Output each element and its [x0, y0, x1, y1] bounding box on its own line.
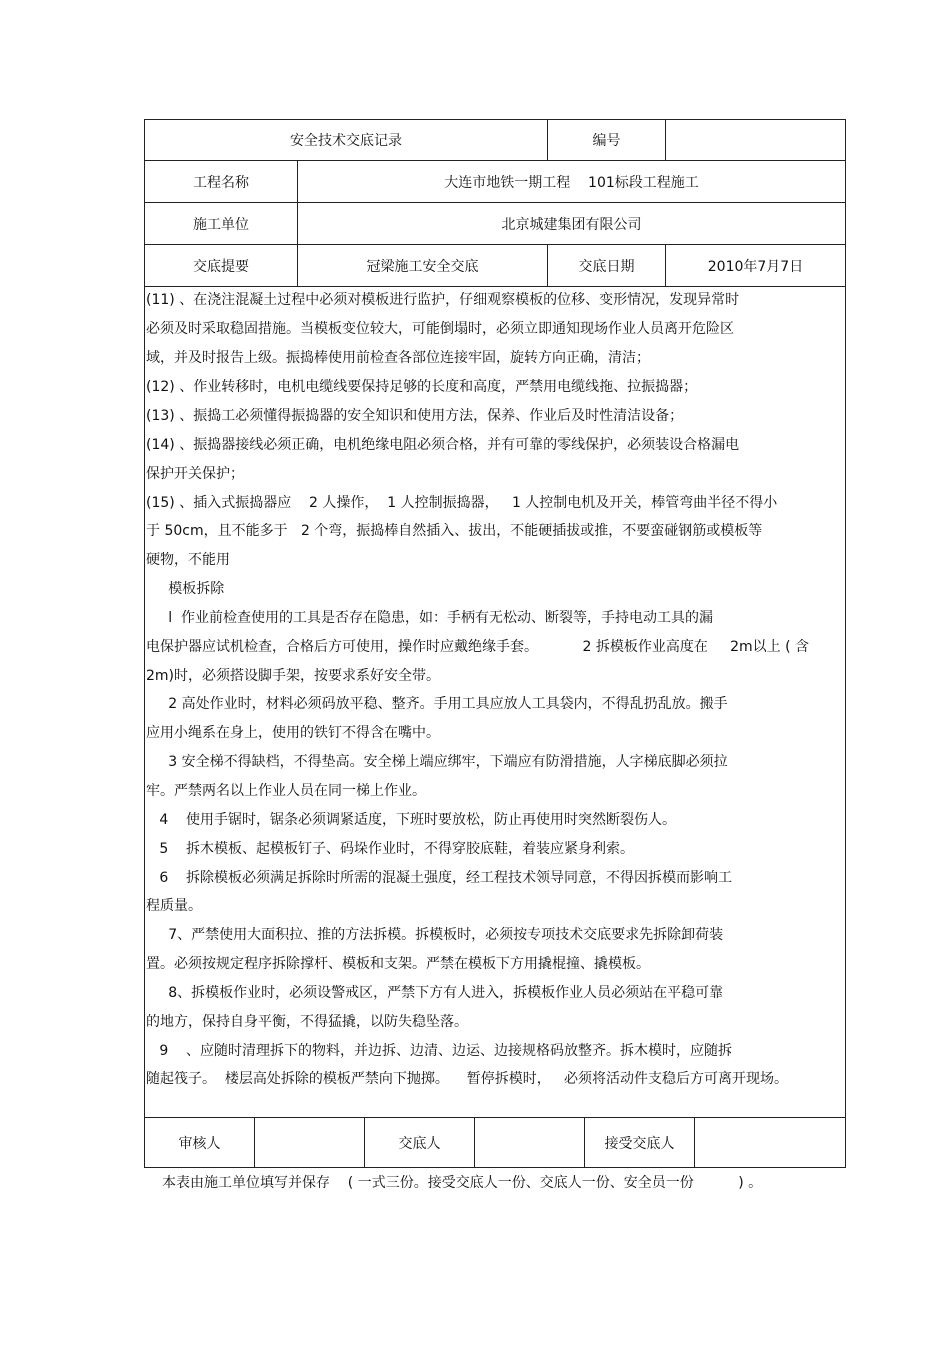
summary-value-cell: [297, 244, 548, 287]
content-line: 应用小绳系在身上，使用的铁钉不得含在嘴中。: [146, 725, 440, 741]
content-line: (13) 、振捣工必须懂得振捣器的安全知识和使用方法，保养、作业后及时性清洁设备；: [146, 408, 684, 424]
content-line: 5 拆木模板、起模板钉子、码垛作业时，不得穿胶底鞋，着装应紧身利索。: [146, 841, 635, 857]
content-line: 置。必须按规定程序拆除撑杆、模板和支架。严禁在模板下方用撬棍撞、撬模板。: [146, 956, 650, 972]
unit-label: 施工单位: [193, 216, 249, 233]
content-line: 9 、应随时清理拆下的物料，并边拆、边清、边运、边接规格码放整齐。拆木模时，应随拆: [146, 1043, 733, 1059]
section-heading: 模板拆除: [146, 581, 225, 597]
reviewer-label: 审核人: [178, 1135, 221, 1152]
discloser-value-cell: [474, 1117, 585, 1168]
date-value: 2010年7月7日: [707, 258, 804, 275]
content-line: 程质量。: [146, 898, 202, 914]
content-line: (12) 、作业转移时，电机电缆线要保持足够的长度和高度，严禁用电缆线拖、拉振捣器；: [146, 379, 698, 395]
content-line: 域，并及时报告上级。振捣棒使用前检查各部位连接牢固，旋转方向正确，清洁；: [146, 350, 650, 366]
project-value-cell: [297, 160, 846, 203]
content-line: 硬物，不能用: [146, 552, 230, 568]
title-cell: [144, 119, 548, 161]
content-line: 6 拆除模板必须满足拆除时所需的混凝土强度，经工程技术领导同意，不得因拆模而影响工: [146, 870, 733, 886]
unit-label-cell: [144, 202, 298, 245]
receiver-label: 接受交底人: [604, 1135, 675, 1152]
content-line: (15) 、插入式振捣器应 2 人操作， 1 人控制振捣器， 1 人控制电机及开关，棒管弯曲半径不得小: [146, 495, 778, 511]
content-line: 4 使用手锯时，锯条必须调紧适度，下班时要放松，防止再使用时突然断裂伤人。: [146, 812, 677, 828]
content-line: 3 安全梯不得缺档，不得垫高。安全梯上端应绑牢，下端应有防滑措施，人字梯底脚必须拉: [146, 754, 728, 770]
number-label: 编号: [592, 133, 621, 149]
content-line: 2 高处作业时，材料必须码放平稳、整齐。手用工具应放人工具袋内，不得乱扔乱放。搬手: [146, 696, 728, 712]
content-line: 的地方，保持自身平衡，不得猛撬，以防失稳坠落。: [146, 1014, 468, 1030]
form-title: 安全技术交底记录: [290, 133, 402, 149]
content-line: 保护开关保护；: [146, 466, 244, 482]
content-line: 电保护器应试机检查，合格后方可使用，操作时应戴绝缘手套。 2 拆模板作业高度在 2m以上 ( 含: [146, 639, 810, 655]
content-line: 牢。严禁两名以上作业人员在同一梯上作业。: [146, 783, 426, 799]
receiver-label-cell: [584, 1117, 695, 1168]
content-line: (11) 、在浇注混凝土过程中必须对模板进行监护，仔细观察模板的位移、变形情况，发现异常时: [146, 292, 740, 308]
content-line: 2m)时，必须搭设脚手架，按要求系好安全带。: [146, 668, 441, 684]
discloser-label: 交底人: [398, 1135, 441, 1152]
content-line: 8、拆模板作业时，必须设警戒区，严禁下方有人进入，拆模板作业人员必须站在平稳可靠: [146, 985, 724, 1001]
date-label: 交底日期: [578, 258, 635, 275]
summary-value: 冠梁施工安全交底: [366, 258, 479, 275]
footer-note: 本表由施工单位填写并保存 ( 一式三份。接受交底人一份、交底人一份、安全员一份 ) 。: [162, 1175, 763, 1191]
content-line: 必须及时采取稳固措施。当模板变位较大，可能倒塌时，必须立即通知现场作业人员离开危险区: [146, 321, 734, 337]
number-label-cell: [547, 119, 666, 161]
summary-label-cell: [144, 244, 298, 287]
unit-value: 北京城建集团有限公司: [501, 216, 642, 233]
unit-value-cell: [297, 202, 846, 245]
content-line: l 作业前检查使用的工具是否存在隐患，如：手柄有无松动、断裂等，手持电动工具的漏: [146, 610, 714, 626]
content-line: 随起筏子。 楼层高处拆除的模板严禁向下抛掷。 暂停拆模时， 必须将活动件支稳后方可离开现场。: [146, 1071, 789, 1087]
number-value-cell: [665, 119, 846, 161]
discloser-label-cell: [364, 1117, 475, 1168]
reviewer-label-cell: [144, 1117, 255, 1168]
receiver-value-cell: [694, 1117, 846, 1168]
project-label: 工程名称: [193, 174, 249, 191]
content-line: 7、严禁使用大面积拉、推的方法拆模。拆模板时，必须按专项技术交底要求先拆除卸荷装: [146, 927, 724, 943]
date-value-cell: [665, 244, 846, 287]
project-label-cell: [144, 160, 298, 203]
content-line: 于 50cm，且不能多于 2 个弯，振捣棒自然插入、拔出，不能硬插拔或推，不要蛮碰钢筋或模板等: [146, 523, 763, 539]
reviewer-value-cell: [254, 1117, 365, 1168]
date-label-cell: [547, 244, 666, 287]
content-line: (14) 、振捣器接线必须正确，电机绝缘电阻必须合格，并有可靠的零线保护，必须装设合格漏电: [146, 437, 740, 453]
project-value: 大连市地铁一期工程 101标段工程施工: [444, 174, 699, 191]
summary-label: 交底提要: [193, 258, 249, 275]
